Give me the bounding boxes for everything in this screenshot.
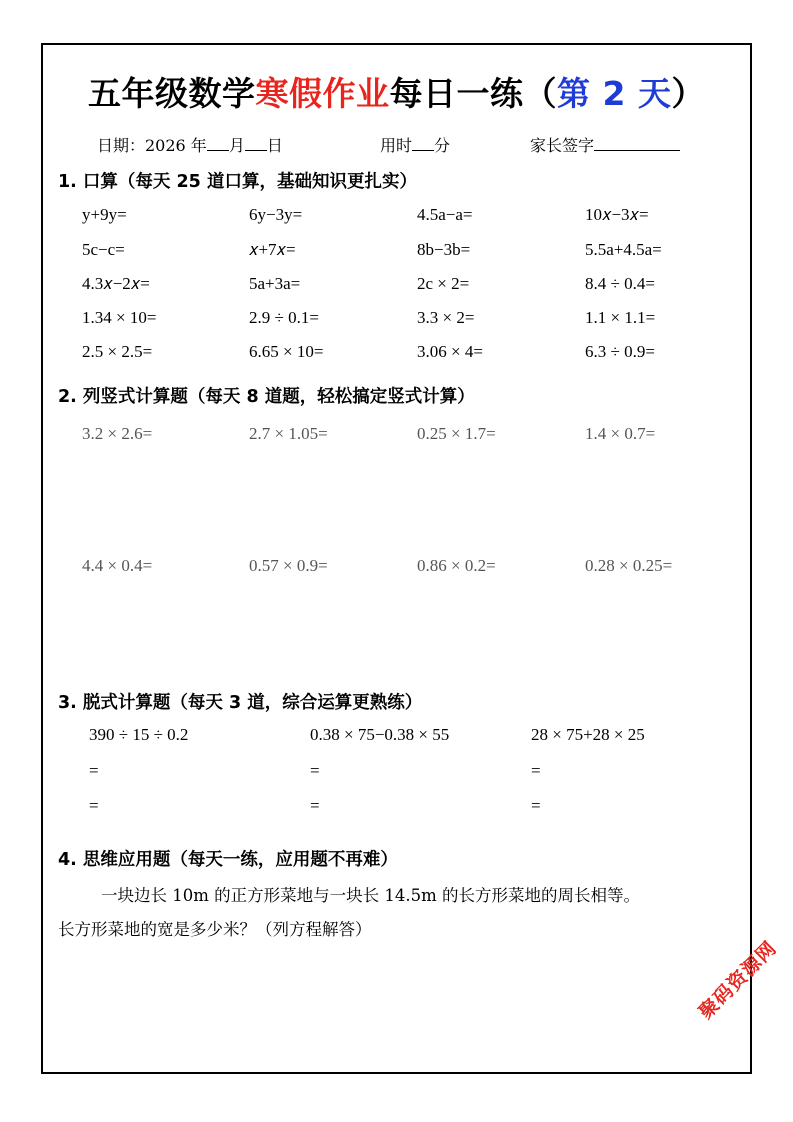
vertical-problem: 0.57 × 0.9= — [249, 556, 328, 575]
title-grade: 五年级数学 — [88, 74, 256, 113]
oral-problem: 2.5 × 2.5= — [82, 342, 153, 361]
month-label: 月 — [228, 136, 245, 155]
oral-problem: 4.5a−a= — [417, 205, 473, 224]
section-4-heading: 4. 思维应用题（每天一练，应用题不再难） — [58, 850, 398, 870]
word-problem-line-2: 长方形菜地的宽是多少米？（列方程解答） — [58, 920, 372, 939]
signature-field — [530, 133, 680, 156]
minutes-label: 分 — [434, 136, 451, 155]
equals-step: = — [531, 796, 541, 815]
vertical-problem: 0.25 × 1.7= — [417, 424, 496, 443]
oral-problem: 8.4 ÷ 0.4= — [585, 274, 655, 293]
oral-problem: 3.3 × 2= — [417, 308, 475, 327]
equals-step: = — [89, 761, 99, 780]
vertical-problem: 0.86 × 0.2= — [417, 556, 496, 575]
day-label: 日 — [266, 136, 283, 155]
signature-label: 家长签字 — [530, 136, 595, 155]
day-blank[interactable] — [245, 136, 267, 151]
title-paren-close: ） — [671, 74, 705, 113]
vertical-problem: 1.4 × 0.7= — [585, 424, 656, 443]
oral-problem: 1.34 × 10= — [82, 308, 157, 327]
vertical-problem: 2.7 × 1.05= — [249, 424, 328, 443]
oral-problem: 4.3𝑥−2𝑥= — [82, 274, 150, 293]
equals-step: = — [531, 761, 541, 780]
title-day: 第 2 天 — [557, 74, 672, 113]
mixed-problem: 0.38 × 75−0.38 × 55 — [310, 725, 450, 744]
equals-step: = — [310, 761, 320, 780]
word-problem-line-1: 一块边长 10m 的正方形菜地与一块长 14.5m 的长方形菜地的周长相等。 — [101, 886, 641, 905]
oral-problem: 5.5a+4.5a= — [585, 240, 662, 259]
equals-step: = — [310, 796, 320, 815]
time-label: 用时 — [380, 136, 413, 155]
watermark-stamp: 聚码资源网 — [694, 937, 782, 1024]
oral-problem: 2c × 2= — [417, 274, 470, 293]
oral-problem: 6.65 × 10= — [249, 342, 324, 361]
oral-problem: 6y−3y= — [249, 205, 303, 224]
oral-problem: y+9y= — [82, 205, 127, 224]
oral-problem: 5c−c= — [82, 240, 125, 259]
oral-problem: 𝑥+7𝑥= — [249, 240, 296, 259]
vertical-problem: 0.28 × 0.25= — [585, 556, 673, 575]
oral-problem: 10𝑥−3𝑥= — [585, 205, 649, 224]
section-1-heading: 1. 口算（每天 25 道口算，基础知识更扎实） — [58, 172, 417, 192]
mixed-problem: 390 ÷ 15 ÷ 0.2 — [89, 725, 189, 744]
page-title — [0, 68, 793, 115]
time-blank[interactable] — [412, 136, 434, 151]
date-prefix: 日期：2026 年 — [97, 136, 207, 155]
mixed-problem: 28 × 75+28 × 25 — [531, 725, 645, 744]
oral-problem: 6.3 ÷ 0.9= — [585, 342, 655, 361]
time-field — [380, 133, 450, 156]
title-paren-open: （ — [523, 74, 558, 113]
signature-blank[interactable] — [594, 136, 680, 151]
month-blank[interactable] — [207, 136, 229, 151]
oral-problem: 1.1 × 1.1= — [585, 308, 656, 327]
vertical-problem: 3.2 × 2.6= — [82, 424, 153, 443]
equals-step: = — [89, 796, 99, 815]
oral-problem: 2.9 ÷ 0.1= — [249, 308, 319, 327]
oral-problem: 5a+3a= — [249, 274, 301, 293]
oral-problem: 3.06 × 4= — [417, 342, 483, 361]
oral-problem: 8b−3b= — [417, 240, 471, 259]
date-field — [97, 133, 283, 156]
title-daily: 每日一练 — [389, 74, 524, 113]
section-2-heading: 2. 列竖式计算题（每天 8 道题，轻松搞定竖式计算） — [58, 387, 475, 407]
vertical-problem: 4.4 × 0.4= — [82, 556, 153, 575]
title-highlight: 寒假作业 — [255, 74, 390, 113]
section-3-heading: 3. 脱式计算题（每天 3 道，综合运算更熟练） — [58, 693, 423, 713]
